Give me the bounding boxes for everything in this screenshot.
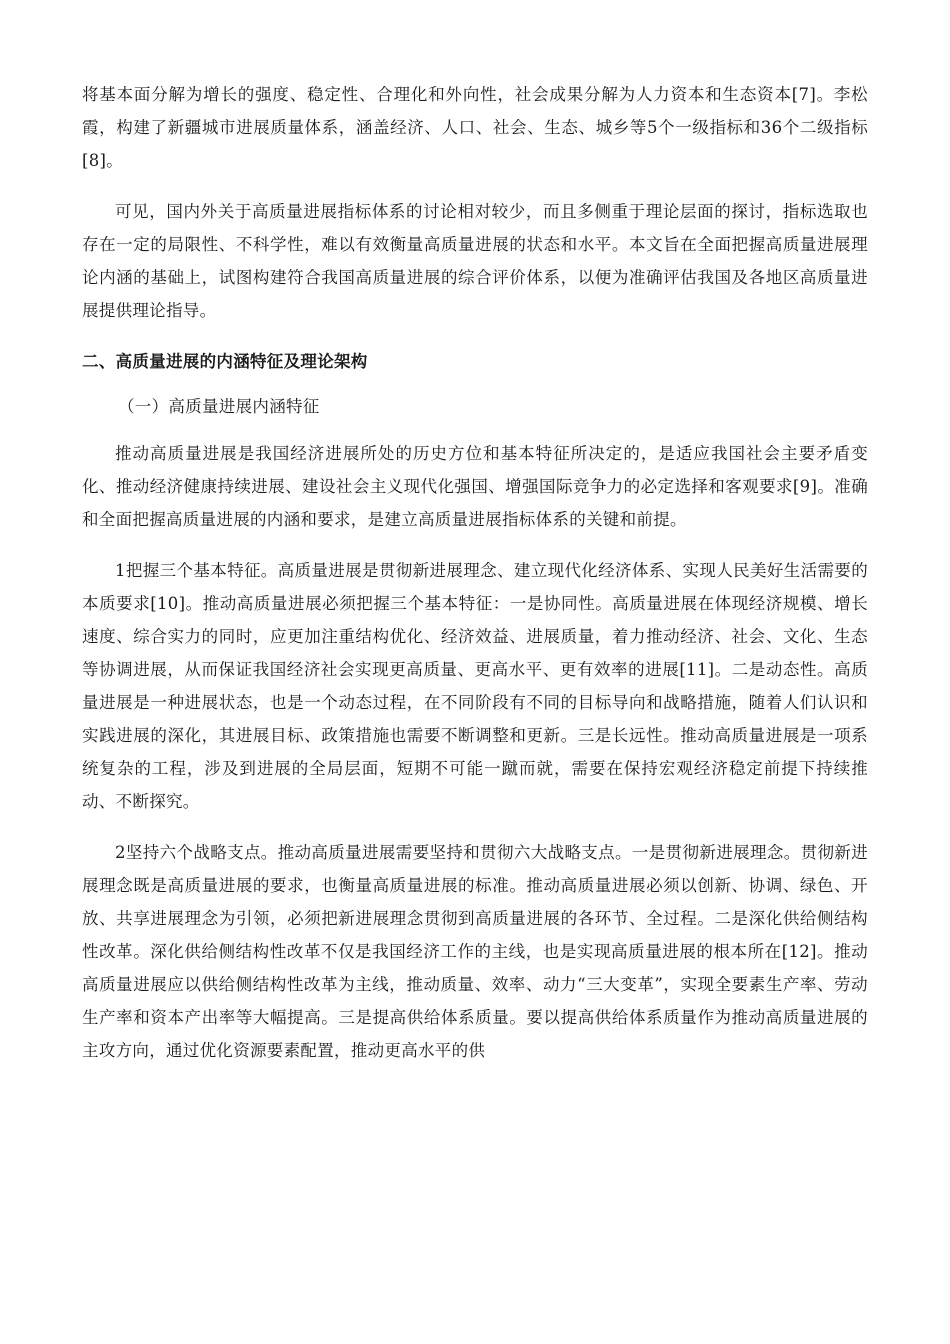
paragraph-2: 可见，国内外关于高质量进展指标体系的讨论相对较少，而且多侧重于理论层面的探讨，指标选取也存在一定的局限性、不科学性，难以有效衡量高质量进展的状态和水平。本文旨在全面把握高质量进展理论内涵的基础上，试图构建符合我国高质量进展的综合评价体系，以便为准确评估我国及各地区高质量进展提供理论指导。 <box>82 202 868 320</box>
subsection-heading: （一）高质量进展内涵特征 <box>118 397 320 416</box>
paragraph-1: 将基本面分解为增长的强度、稳定性、合理化和外向性，社会成果分解为人力资本和生态资本[7]。李松霞，构建了新疆城市进展质量体系，涵盖经济、人口、社会、生态、城乡等5个一级指标和36个二级指标[8]。 <box>82 85 868 170</box>
paragraph-5: 2坚持六个战略支点。推动高质量进展需要坚持和贯彻六大战略支点。一是贯彻新进展理念。贯彻新进展理念既是高质量进展的要求，也衡量高质量进展的标准。推动高质量进展必须以创新、协调、绿色、开放、共享进展理念为引领，必须把新进展理念贯彻到高质量进展的各环节、全过程。二是深化供给侧结构性改革。深化供给侧结构性改革不仅是我国经济工作的主线，也是实现高质量进展的根本所在[12]。推动高质量进展应以供给侧结构性改革为主线，推动质量、效率、动力“三大变革”，实现全要素生产率、劳动生产率和资本产出率等大幅提高。三是提高供给体系质量。要以提高供给体系质量作为推动高质量进展的主攻方向，通过优化资源要素配置，推动更高水平的供 <box>82 843 868 1060</box>
document-page <box>82 78 868 1085</box>
paragraph-4: 1把握三个基本特征。高质量进展是贯彻新进展理念、建立现代化经济体系、实现人民美好生活需要的本质要求[10]。推动高质量进展必须把握三个基本特征：一是协同性。高质量进展在体现经济规模、增长速度、综合实力的同时，应更加注重结构优化、经济效益、进展质量，着力推动经济、社会、文化、生态等协调进展，从而保证我国经济社会实现更高质量、更高水平、更有效率的进展[11]。二是动态性。高质量进展是一种进展状态，也是一个动态过程，在不同阶段有不同的目标导向和战略措施，随着人们认识和实践进展的深化，其进展目标、政策措施也需要不断调整和更新。三是长远性。推动高质量进展是一项系统复杂的工程，涉及到进展的全局层面，短期不可能一蹴而就，需要在保持宏观经济稳定前提下持续推动、不断探究。 <box>82 561 868 811</box>
section-heading: 二、高质量进展的内涵特征及理论架构 <box>82 352 368 371</box>
paragraph-3: 推动高质量进展是我国经济进展所处的历史方位和基本特征所决定的，是适应我国社会主要矛盾变化、推动经济健康持续进展、建设社会主义现代化强国、增强国际竞争力的必定选择和客观要求[9]。准确和全面把握高质量进展的内涵和要求，是建立高质量进展指标体系的关键和前提。 <box>82 444 868 529</box>
